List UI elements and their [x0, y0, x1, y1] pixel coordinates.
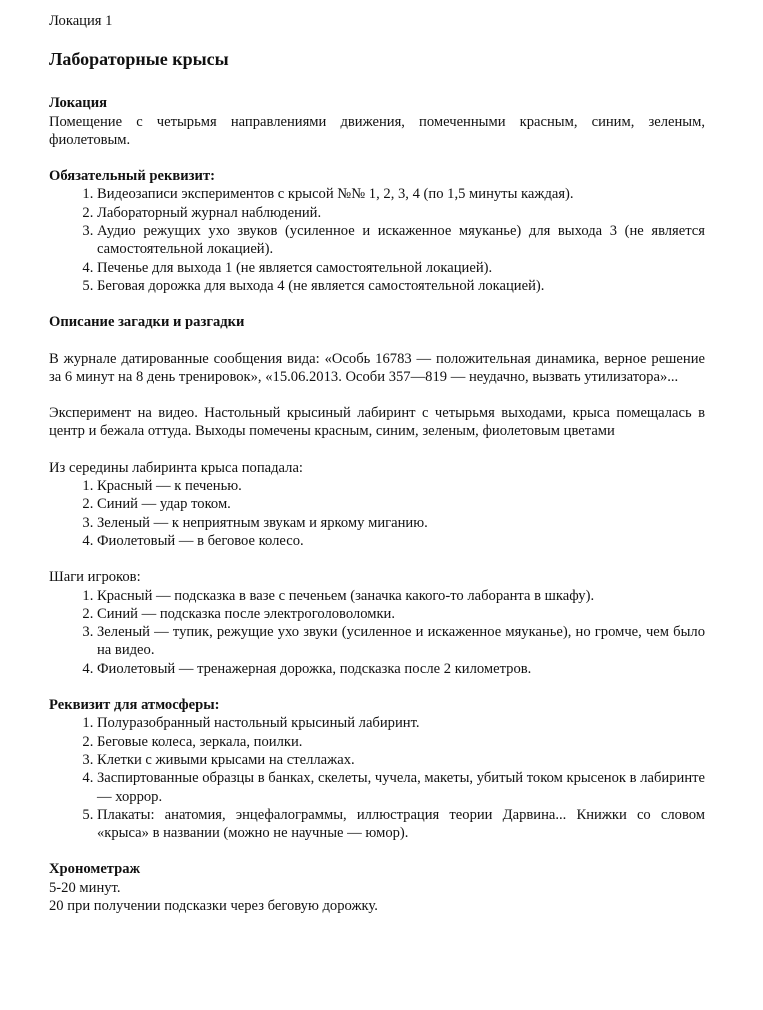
list-item: 5. Плакаты: анатомия, энцефалограммы, иллюстрация теории Дарвина... Книжки со словом «крыса» в названии (можно не научные — юмор).: [97, 806, 705, 843]
atmosphere-section: [49, 696, 705, 842]
location-text: Помещение с четырьмя направлениями движения, помеченными красным, синим, зеленым, фиолетовым.: [49, 113, 705, 148]
list-item: 3. Клетки с живыми крысами на стеллажах.: [97, 751, 705, 769]
list-item: 1. Полуразобранный настольный крысиный лабиринт.: [97, 714, 705, 732]
location-section: [49, 94, 705, 149]
puzzle-heading: Описание загадки и разгадки: [49, 314, 245, 331]
required-props-list: [49, 185, 705, 295]
document-title: Лабораторные крысы: [49, 49, 229, 70]
timing-line-2: 20 при получении подсказки через беговую дорожку.: [49, 897, 378, 914]
list-item: 1. Красный — к печенью.: [97, 477, 705, 495]
location-heading: Локация: [49, 95, 108, 112]
timing-heading: Хронометраж: [49, 861, 141, 878]
list-item: 4. Фиолетовый — тренажерная дорожка, подсказка после 2 километров.: [97, 660, 705, 678]
puzzle-section: [49, 313, 705, 678]
list-item: 2. Беговые колеса, зеркала, поилки.: [97, 733, 705, 751]
list-item: 3. Зеленый — к неприятным звукам и яркому миганию.: [97, 514, 705, 532]
list-item: 4. Заспиртованные образцы в банках, скелеты, чучела, макеты, убитый током крысенок в лабиринте — хоррор.: [97, 769, 705, 806]
video-paragraph: Эксперимент на видео. Настольный крысиный лабиринт с четырьмя выходами, крыса помещалась в центр и бежала оттуда. Выходы помечены красным, синим, зеленым, фиолетовым цветами: [49, 405, 705, 440]
location-number: Локация 1: [49, 13, 113, 29]
list-item: 2. Синий — подсказка после электроголоволомки.: [97, 605, 705, 623]
list-item: 4. Печенье для выхода 1 (не является самостоятельной локацией).: [97, 259, 705, 277]
timing-section: [49, 860, 705, 915]
player-steps-list: [49, 587, 705, 678]
required-props-heading: Обязательный реквизит:: [49, 168, 215, 185]
list-item: 1. Красный — подсказка в вазе с печеньем (заначка какого-то лаборанта в шкафу).: [97, 587, 705, 605]
list-item: 2. Синий — удар током.: [97, 495, 705, 513]
list-item: 2. Лабораторный журнал наблюдений.: [97, 204, 705, 222]
list-item: 4. Фиолетовый — в беговое колесо.: [97, 532, 705, 550]
atmosphere-list: [49, 714, 705, 842]
maze-outcomes-list: [49, 477, 705, 550]
timing-line-1: 5-20 минут.: [49, 879, 121, 896]
required-props-section: [49, 167, 705, 295]
steps-intro: Шаги игроков:: [49, 569, 141, 586]
list-item: 1. Видеозаписи экспериментов с крысой №№ 1, 2, 3, 4 (по 1,5 минуты каждая).: [97, 185, 705, 203]
atmosphere-heading: Реквизит для атмосферы:: [49, 697, 220, 714]
maze-intro: Из середины лабиринта крыса попадала:: [49, 459, 303, 476]
list-item: 3. Зеленый — тупик, режущие ухо звуки (усиленное и искаженное мяуканье), но громче, чем было на видео.: [97, 623, 705, 660]
journal-paragraph: В журнале датированные сообщения вида: «Особь 16783 — положительная динамика, верное решение за 6 минут на 8 день тренировок», «15.06.2013. Особи 357—819 — неудачно, вызвать утилизатора»...: [49, 350, 705, 385]
list-item: 5. Беговая дорожка для выхода 4 (не является самостоятельной локацией).: [97, 277, 705, 295]
list-item: 3. Аудио режущих ухо звуков (усиленное и искаженное мяуканье) для выхода 3 (не является самостоятельной локацией).: [97, 222, 705, 259]
